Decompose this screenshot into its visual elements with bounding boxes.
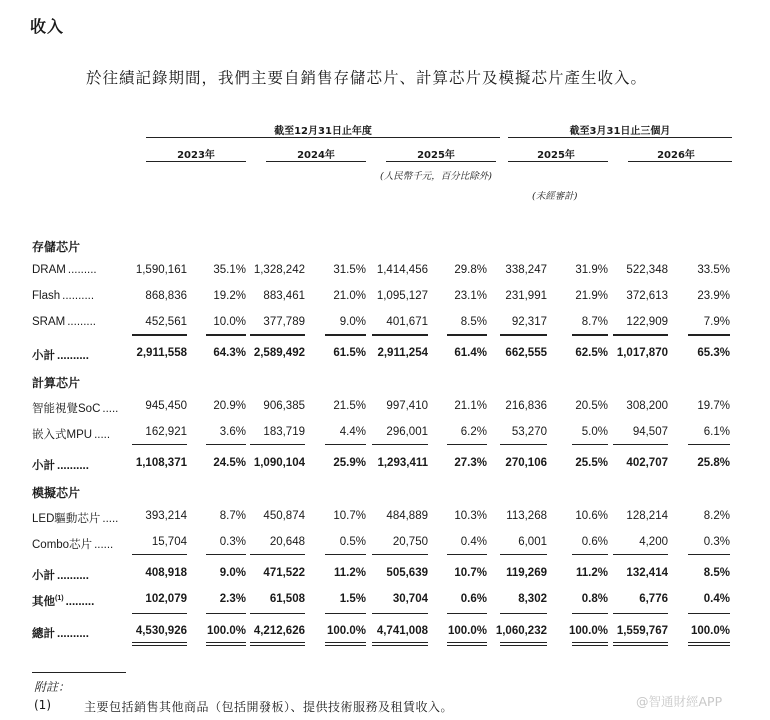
- amount-cell: 1,090,104: [253, 457, 305, 469]
- percent-cell: 0.3%: [219, 536, 246, 548]
- total-double-rule: [688, 642, 730, 646]
- percent-cell: 7.9%: [703, 316, 730, 328]
- year-header-2024: 2024年: [297, 150, 335, 161]
- amount-cell: 883,461: [263, 290, 305, 302]
- percent-cell: 0.6%: [581, 536, 608, 548]
- percent-cell: 19.2%: [213, 290, 246, 302]
- amount-cell: 471,522: [263, 567, 305, 579]
- row-label: SRAM .........: [32, 316, 96, 328]
- percent-cell: 35.1%: [213, 264, 246, 276]
- amount-cell: 662,555: [505, 347, 547, 359]
- percent-cell: 20.9%: [213, 400, 246, 412]
- subtotal-rule: [206, 444, 246, 445]
- percent-cell: 10.6%: [575, 510, 608, 522]
- amount-cell: 15,704: [151, 536, 187, 548]
- year-rule-2: [266, 161, 366, 162]
- amount-cell: 30,704: [392, 593, 428, 605]
- percent-cell: 0.5%: [339, 536, 366, 548]
- percent-cell: 100.0%: [326, 625, 366, 637]
- row-label: DRAM .........: [32, 264, 97, 276]
- percent-cell: 21.0%: [333, 290, 366, 302]
- amount-cell: 1,414,456: [376, 264, 428, 276]
- amount-cell: 8,302: [518, 593, 547, 605]
- amount-cell: 231,991: [505, 290, 547, 302]
- subtotal-rule: [613, 335, 668, 336]
- year-rule-5: [628, 161, 732, 162]
- amount-cell: 4,530,926: [135, 625, 187, 637]
- subtotal-rule: [325, 335, 366, 336]
- amount-cell: 128,214: [626, 510, 668, 522]
- year-header-2023: 2023年: [177, 150, 215, 161]
- row-label: 嵌入式MPU .....: [32, 429, 111, 441]
- percent-cell: 25.8%: [697, 457, 730, 469]
- percent-cell: 6.2%: [460, 426, 487, 438]
- row-label: 小計 ..........: [32, 460, 89, 472]
- total-rule: [250, 613, 305, 614]
- total-double-rule: [572, 642, 608, 646]
- percent-cell: 21.9%: [575, 290, 608, 302]
- percent-cell: 10.7%: [454, 567, 487, 579]
- percent-cell: 61.5%: [333, 347, 366, 359]
- subtotal-rule: [572, 444, 608, 445]
- section-storage: 存儲芯片: [32, 240, 81, 254]
- amount-cell: 1,559,767: [616, 625, 668, 637]
- total-double-rule: [613, 642, 668, 646]
- percent-cell: 10.3%: [454, 510, 487, 522]
- percent-cell: 33.5%: [697, 264, 730, 276]
- table-row: [0, 455, 770, 475]
- table-row: [0, 288, 770, 308]
- total-double-rule: [250, 642, 305, 646]
- subtotal-rule: [372, 554, 428, 555]
- header-group-rule-1: [146, 137, 500, 138]
- subtotal-rule: [500, 335, 547, 336]
- subtotal-rule: [572, 335, 608, 336]
- row-label: 小計 ..........: [32, 350, 89, 362]
- year-rule-3: [386, 161, 496, 162]
- percent-cell: 31.5%: [333, 264, 366, 276]
- percent-cell: 19.7%: [697, 400, 730, 412]
- table-row: [0, 424, 770, 444]
- total-rule: [572, 613, 608, 614]
- amount-cell: 119,269: [506, 567, 547, 579]
- total-rule: [447, 613, 487, 614]
- amount-cell: 377,789: [263, 316, 305, 328]
- amount-cell: 338,247: [505, 264, 547, 276]
- amount-cell: 1,590,161: [135, 264, 187, 276]
- subtotal-rule: [447, 554, 487, 555]
- percent-cell: 23.9%: [697, 290, 730, 302]
- percent-cell: 5.0%: [581, 426, 608, 438]
- amount-cell: 4,212,626: [253, 625, 305, 637]
- amount-cell: 102,079: [145, 593, 187, 605]
- total-double-rule: [500, 642, 547, 646]
- percent-cell: 10.7%: [333, 510, 366, 522]
- subtotal-rule: [325, 554, 366, 555]
- percent-cell: 65.3%: [697, 347, 730, 359]
- amount-cell: 868,836: [145, 290, 187, 302]
- percent-cell: 0.4%: [703, 593, 730, 605]
- total-double-rule: [325, 642, 366, 646]
- amount-cell: 4,741,008: [376, 625, 428, 637]
- percent-cell: 25.5%: [575, 457, 608, 469]
- unaudited-note: (未經審計): [532, 191, 578, 202]
- row-label: 智能視覺SoC .....: [32, 403, 119, 415]
- subtotal-rule: [572, 554, 608, 555]
- table-row: [0, 591, 770, 611]
- row-label: LED驅動芯片 .....: [32, 513, 119, 525]
- amount-cell: 183,719: [263, 426, 305, 438]
- subtotal-rule: [613, 444, 668, 445]
- subtotal-rule: [500, 554, 547, 555]
- subtotal-rule: [688, 335, 730, 336]
- amount-cell: 61,508: [269, 593, 305, 605]
- section-analog: 模擬芯片: [32, 486, 81, 500]
- amount-cell: 1,108,371: [135, 457, 187, 469]
- unit-note: (人民幣千元，百分比除外): [380, 171, 492, 182]
- percent-cell: 100.0%: [568, 625, 608, 637]
- percent-cell: 0.8%: [581, 593, 608, 605]
- subtotal-rule: [250, 444, 305, 445]
- percent-cell: 6.1%: [703, 426, 730, 438]
- row-label: Flash ..........: [32, 290, 95, 302]
- amount-cell: 6,001: [518, 536, 547, 548]
- amount-cell: 393,214: [145, 510, 187, 522]
- percent-cell: 1.5%: [339, 593, 366, 605]
- subtotal-rule: [372, 335, 428, 336]
- amount-cell: 94,507: [632, 426, 668, 438]
- header-group-rule-2: [508, 137, 732, 138]
- percent-cell: 20.5%: [575, 400, 608, 412]
- watermark: @智通財經APP: [636, 694, 723, 709]
- table-row: [0, 345, 770, 365]
- percent-cell: 3.6%: [219, 426, 246, 438]
- row-label: 其他$^{(1)}$ .........: [32, 595, 95, 608]
- subtotal-rule: [132, 335, 187, 336]
- total-rule: [372, 613, 428, 614]
- amount-cell: 122,909: [626, 316, 668, 328]
- year-header-2025-q1: 2025年: [537, 150, 575, 161]
- header-group-quarters: 截至3月31日止三個月: [569, 126, 671, 137]
- footnote-title: 附註：: [34, 680, 71, 694]
- percent-cell: 21.5%: [333, 400, 366, 412]
- year-rule-1: [146, 161, 246, 162]
- percent-cell: 11.2%: [576, 567, 608, 579]
- section-compute: 計算芯片: [32, 376, 81, 390]
- amount-cell: 296,001: [386, 426, 428, 438]
- amount-cell: 402,707: [626, 457, 668, 469]
- amount-cell: 452,561: [145, 316, 187, 328]
- total-double-rule: [447, 642, 487, 646]
- amount-cell: 906,385: [263, 400, 305, 412]
- percent-cell: 8.7%: [581, 316, 608, 328]
- amount-cell: 408,918: [145, 567, 187, 579]
- year-rule-4: [508, 161, 608, 162]
- subtotal-rule: [206, 554, 246, 555]
- amount-cell: 522,348: [626, 264, 668, 276]
- amount-cell: 1,060,232: [495, 625, 547, 637]
- subtotal-rule: [250, 554, 305, 555]
- amount-cell: 2,911,558: [136, 347, 187, 359]
- total-double-rule: [372, 642, 428, 646]
- table-row: [0, 314, 770, 334]
- percent-cell: 0.6%: [460, 593, 487, 605]
- percent-cell: 0.3%: [703, 536, 730, 548]
- table-row: [0, 508, 770, 528]
- total-rule: [500, 613, 547, 614]
- percent-cell: 10.0%: [213, 316, 246, 328]
- subtotal-rule: [688, 554, 730, 555]
- percent-cell: 9.0%: [339, 316, 366, 328]
- table-row: [0, 565, 770, 585]
- percent-cell: 0.4%: [460, 536, 487, 548]
- total-rule: [206, 613, 246, 614]
- amount-cell: 53,270: [511, 426, 547, 438]
- amount-cell: 1,328,242: [253, 264, 305, 276]
- amount-cell: 20,648: [269, 536, 305, 548]
- amount-cell: 216,836: [505, 400, 547, 412]
- amount-cell: 997,410: [386, 400, 428, 412]
- percent-cell: 23.1%: [454, 290, 487, 302]
- total-rule: [613, 613, 668, 614]
- amount-cell: 20,750: [392, 536, 428, 548]
- percent-cell: 8.2%: [703, 510, 730, 522]
- percent-cell: 8.5%: [460, 316, 487, 328]
- amount-cell: 1,293,411: [377, 457, 428, 469]
- percent-cell: 62.5%: [575, 347, 608, 359]
- amount-cell: 1,095,127: [376, 290, 428, 302]
- footnote-text: 主要包括銷售其他商品（包括開發板）、提供技術服務及租賃收入。: [84, 700, 454, 714]
- percent-cell: 61.4%: [454, 347, 487, 359]
- subtotal-rule: [688, 444, 730, 445]
- subtotal-rule: [132, 444, 187, 445]
- row-label: 總計 ..........: [32, 628, 89, 640]
- amount-cell: 945,450: [145, 400, 187, 412]
- subtotal-rule: [372, 444, 428, 445]
- percent-cell: 100.0%: [447, 625, 487, 637]
- row-label: 小計 ..........: [32, 570, 89, 582]
- amount-cell: 92,317: [511, 316, 547, 328]
- percent-cell: 21.1%: [454, 400, 487, 412]
- percent-cell: 8.5%: [703, 567, 730, 579]
- percent-cell: 31.9%: [575, 264, 608, 276]
- amount-cell: 484,889: [386, 510, 428, 522]
- amount-cell: 372,613: [626, 290, 668, 302]
- percent-cell: 4.4%: [339, 426, 366, 438]
- amount-cell: 450,874: [263, 510, 305, 522]
- subtotal-rule: [250, 335, 305, 336]
- percent-cell: 8.7%: [219, 510, 246, 522]
- percent-cell: 27.3%: [454, 457, 487, 469]
- percent-cell: 11.2%: [334, 567, 366, 579]
- amount-cell: 2,911,254: [377, 347, 428, 359]
- amount-cell: 401,671: [386, 316, 428, 328]
- amount-cell: 505,639: [386, 567, 428, 579]
- amount-cell: 162,921: [145, 426, 187, 438]
- table-row: [0, 398, 770, 418]
- total-rule: [325, 613, 366, 614]
- total-rule: [132, 613, 187, 614]
- subtotal-rule: [206, 335, 246, 336]
- total-double-rule: [132, 642, 187, 646]
- row-label: Combo芯片 ......: [32, 539, 114, 551]
- subtotal-rule: [447, 444, 487, 445]
- percent-cell: 2.3%: [219, 593, 246, 605]
- subtotal-rule: [613, 554, 668, 555]
- amount-cell: 132,414: [626, 567, 668, 579]
- amount-cell: 113,268: [506, 510, 547, 522]
- section-title: 收入: [30, 17, 65, 36]
- subtotal-rule: [500, 444, 547, 445]
- amount-cell: 270,106: [505, 457, 547, 469]
- header-group-years: 截至12月31日止年度: [274, 126, 372, 137]
- percent-cell: 29.8%: [454, 264, 487, 276]
- footnote-rule: [32, 672, 126, 673]
- intro-paragraph: 於往績記錄期間，我們主要自銷售存儲芯片、計算芯片及模擬芯片產生收入。: [86, 69, 648, 87]
- amount-cell: 4,200: [639, 536, 668, 548]
- table-row: [0, 534, 770, 554]
- subtotal-rule: [447, 335, 487, 336]
- total-rule: [688, 613, 730, 614]
- amount-cell: 1,017,870: [616, 347, 668, 359]
- percent-cell: 24.5%: [213, 457, 246, 469]
- percent-cell: 100.0%: [206, 625, 246, 637]
- amount-cell: 6,776: [639, 593, 668, 605]
- year-header-2026-q1: 2026年: [657, 150, 695, 161]
- percent-cell: 100.0%: [690, 625, 730, 637]
- year-header-2025: 2025年: [417, 150, 455, 161]
- amount-cell: 308,200: [626, 400, 668, 412]
- subtotal-rule: [325, 444, 366, 445]
- percent-cell: 9.0%: [219, 567, 246, 579]
- percent-cell: 64.3%: [213, 347, 246, 359]
- subtotal-rule: [132, 554, 187, 555]
- footnote-number: (1): [34, 698, 51, 712]
- amount-cell: 2,589,492: [253, 347, 305, 359]
- table-row: [0, 623, 770, 643]
- percent-cell: 25.9%: [333, 457, 366, 469]
- table-row: [0, 262, 770, 282]
- total-double-rule: [206, 642, 246, 646]
